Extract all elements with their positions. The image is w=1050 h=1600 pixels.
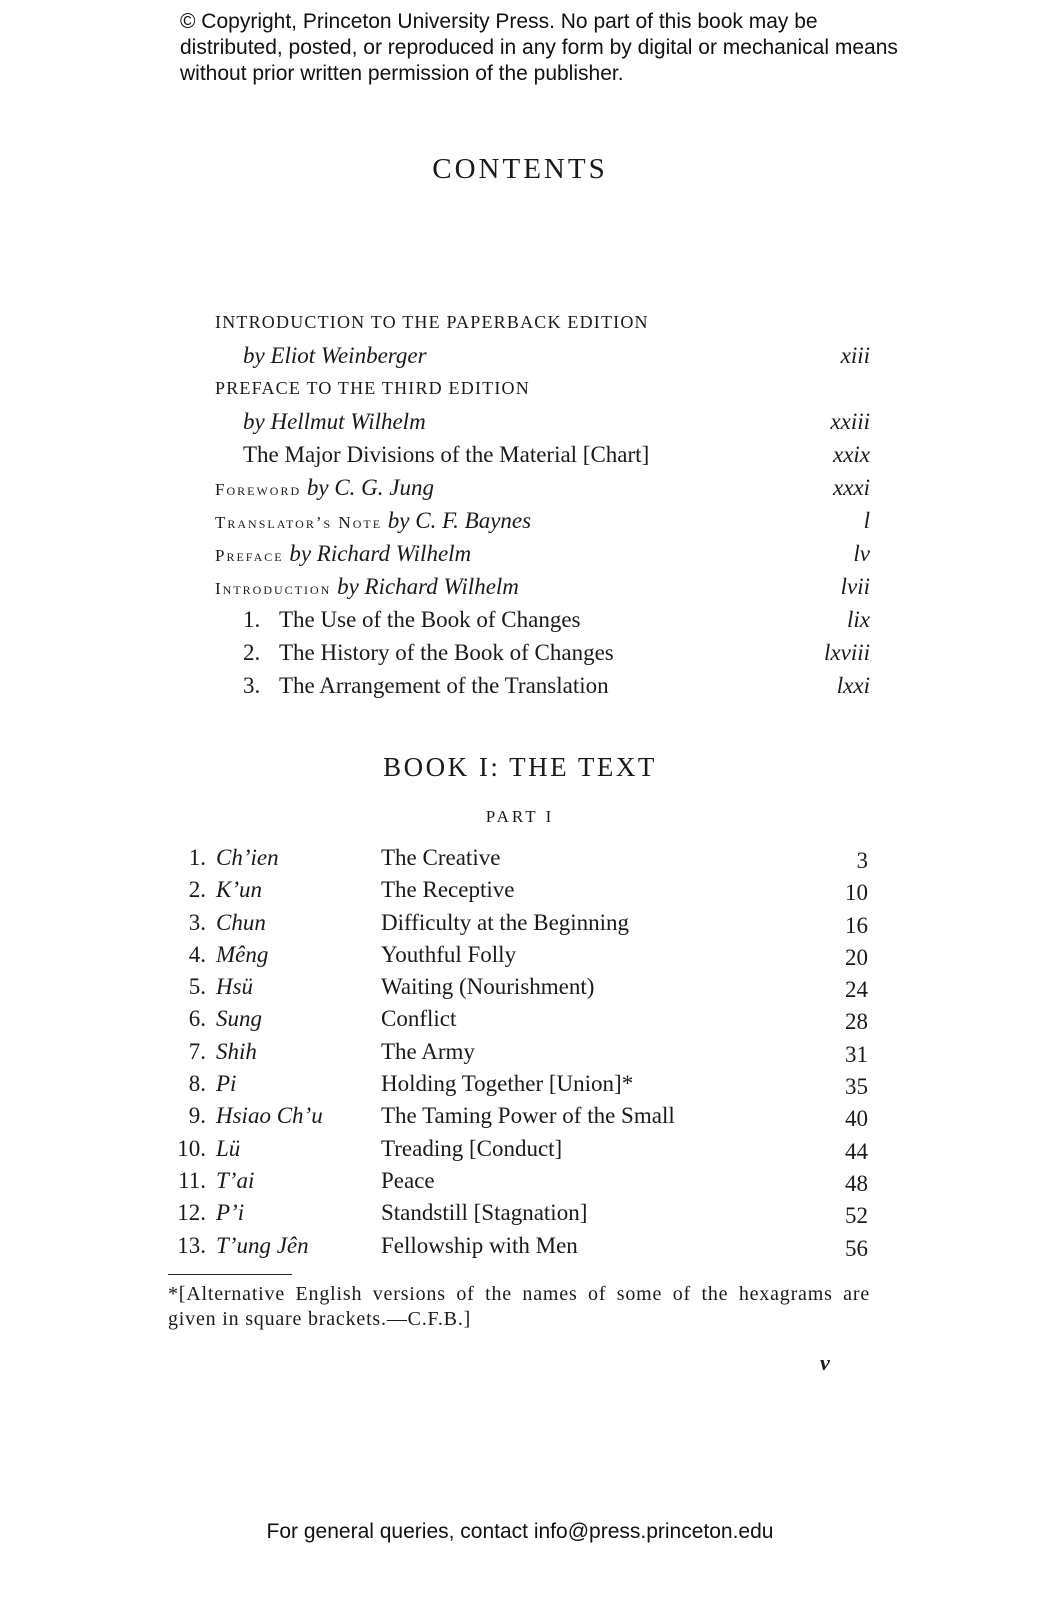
hexagram-page: 16 (845, 912, 868, 938)
hexagram-english-name: Waiting (Nourishment) (381, 974, 595, 1000)
hexagram-page: 10 (845, 880, 868, 906)
hexagram-row[interactable] (168, 842, 868, 874)
contact-line: For general queries, contact info@press.princeton.edu (266, 1520, 774, 1543)
section-number: 1. (243, 607, 261, 632)
hexagram-chinese-name: Shih (216, 1038, 257, 1064)
toc-page-number: lxviii (824, 640, 870, 665)
hexagram-number: 1. (188, 845, 206, 870)
hexagram-page: 48 (845, 1170, 868, 1196)
book-title: BOOK I: THE TEXT (383, 752, 657, 782)
hexagram-english-name: The Taming Power of the Small (381, 1103, 675, 1129)
hexagram-row[interactable] (168, 939, 868, 971)
hexagram-page: 40 (845, 1106, 868, 1132)
hexagram-chinese-name: T’ai (216, 1167, 255, 1193)
hexagram-chinese-name: Ch’ien (216, 845, 279, 870)
hexagram-number: 7. (188, 1038, 206, 1064)
hexagram-page: 28 (845, 1009, 868, 1035)
hexagram-row[interactable] (168, 1165, 868, 1197)
toc-page-number: xxiii (830, 409, 870, 434)
hexagram-chinese-name: Hsiao Ch’u (216, 1103, 323, 1129)
hexagram-number: 8. (188, 1071, 206, 1097)
hexagram-chinese-name: K’un (216, 877, 262, 903)
section-title: The Use of the Book of Changes (279, 607, 581, 632)
page-title: CONTENTS (432, 153, 608, 185)
toc-entry-foreword[interactable] (215, 471, 870, 504)
hexagram-english-name: The Army (381, 1038, 475, 1064)
hexagram-number: 13. (177, 1232, 206, 1258)
hexagram-english-name: Difficulty at the Beginning (381, 909, 630, 935)
hexagram-number: 6. (188, 1006, 206, 1032)
hexagram-english-name: Holding Together [Union]* (381, 1071, 634, 1097)
hexagram-page: 3 (856, 848, 868, 873)
hexagram-row[interactable] (168, 874, 868, 906)
toc-author: by C. F. Baynes (387, 508, 532, 533)
toc-title: Foreword (215, 480, 302, 499)
toc-page-number: xxxi (832, 475, 870, 500)
hexagram-page: 31 (845, 1041, 868, 1067)
table-of-contents (215, 306, 870, 702)
toc-page-number: xiii (840, 343, 870, 368)
footnote-divider (168, 1274, 292, 1275)
hexagram-row[interactable] (168, 1133, 868, 1165)
hexagram-number: 5. (188, 974, 206, 1000)
toc-page-number: lix (847, 607, 870, 632)
hexagram-row[interactable] (168, 907, 868, 939)
hexagram-page: 44 (845, 1138, 868, 1164)
hexagram-number: 11. (178, 1167, 206, 1193)
hexagram-english-name: Standstill [Stagnation] (381, 1200, 588, 1226)
toc-title: Introduction (215, 579, 332, 598)
hexagram-page: 52 (845, 1203, 868, 1229)
hexagram-chinese-name: Hsü (216, 974, 254, 1000)
hexagram-english-name: Conflict (381, 1006, 457, 1032)
hexagram-chinese-name: Sung (216, 1006, 262, 1032)
hexagram-english-name: The Receptive (381, 877, 515, 903)
hexagram-english-name: Peace (381, 1167, 435, 1193)
section-title: The Arrangement of the Translation (279, 673, 609, 698)
toc-entry-section[interactable] (215, 636, 870, 669)
part-label: PART I (485, 807, 555, 826)
toc-author: by Hellmut Wilhelm (243, 409, 426, 434)
hexagram-chinese-name: P’i (216, 1200, 245, 1226)
hexagram-english-name: Treading [Conduct] (381, 1135, 563, 1161)
toc-title: Preface (215, 546, 284, 565)
toc-heading-preface-third: PREFACE TO THE THIRD EDITION (215, 378, 530, 398)
hexagram-english-name: The Creative (381, 845, 501, 870)
toc-author: by Richard Wilhelm (289, 541, 472, 566)
hexagram-chinese-name: Chun (216, 909, 266, 935)
hexagram-number: 12. (177, 1200, 206, 1226)
toc-entry-preface-third[interactable] (215, 405, 870, 438)
toc-title: Translator’s Note (215, 513, 383, 532)
toc-title: The Major Divisions of the Material [Chart] (243, 442, 650, 467)
hexagram-chinese-name: Mêng (216, 941, 269, 967)
hexagram-english-name: Youthful Folly (381, 941, 517, 967)
toc-entry-section[interactable] (215, 669, 870, 702)
hexagram-page: 35 (845, 1074, 868, 1100)
hexagram-list (168, 842, 868, 1262)
hexagram-chinese-name: Lü (216, 1135, 241, 1161)
toc-author: by Richard Wilhelm (337, 574, 519, 599)
hexagram-row[interactable] (168, 1068, 868, 1100)
toc-author: by Eliot Weinberger (243, 343, 427, 368)
hexagram-english-name: Fellowship with Men (381, 1232, 578, 1258)
copyright-notice: © Copyright, Princeton University Press. No part of this book may be distributed, posted, or reproduced in any form by digital or mechanical means without prior written permission of the publisher. (180, 10, 898, 85)
hexagram-page: 56 (845, 1235, 868, 1261)
toc-page-number: lvii (840, 574, 870, 599)
hexagram-row[interactable] (168, 1100, 868, 1132)
toc-page-number: l (863, 508, 870, 533)
section-number: 3. (243, 673, 261, 698)
toc-heading-intro-paperback: INTRODUCTION TO THE PAPERBACK EDITION (215, 312, 649, 332)
hexagram-number: 9. (188, 1103, 206, 1129)
hexagram-page: 20 (845, 944, 868, 970)
footnote: *[Alternative English versions of the names of some of the hexagrams are given in square brackets.—C.F.B.] (168, 1283, 870, 1330)
toc-author: by C. G. Jung (306, 475, 434, 500)
hexagram-chinese-name: T’ung Jên (216, 1232, 309, 1258)
toc-entry-major-divisions[interactable] (215, 438, 870, 471)
hexagram-row[interactable] (168, 1003, 868, 1035)
toc-entry-translators-note[interactable] (215, 504, 870, 537)
toc-entry-section[interactable] (215, 603, 870, 636)
hexagram-number: 3. (188, 909, 206, 935)
hexagram-chinese-name: Pi (216, 1071, 237, 1097)
section-number: 2. (243, 640, 261, 665)
hexagram-page: 24 (845, 977, 868, 1003)
page-number: v (820, 1350, 830, 1375)
toc-entry-introduction[interactable] (215, 570, 870, 603)
hexagram-number: 10. (177, 1135, 206, 1161)
toc-page-number: xxix (832, 442, 870, 467)
section-title: The History of the Book of Changes (279, 640, 614, 665)
toc-entry-intro-paperback[interactable] (215, 339, 870, 372)
toc-page-number: lv (853, 541, 870, 566)
hexagram-row[interactable] (168, 1197, 868, 1229)
hexagram-row[interactable] (168, 1036, 868, 1068)
hexagram-number: 2. (188, 877, 206, 903)
toc-page-number: lxxi (836, 673, 870, 698)
hexagram-row[interactable] (168, 1230, 868, 1262)
hexagram-number: 4. (188, 941, 206, 967)
hexagram-row[interactable] (168, 971, 868, 1003)
toc-entry-preface[interactable] (215, 537, 870, 570)
